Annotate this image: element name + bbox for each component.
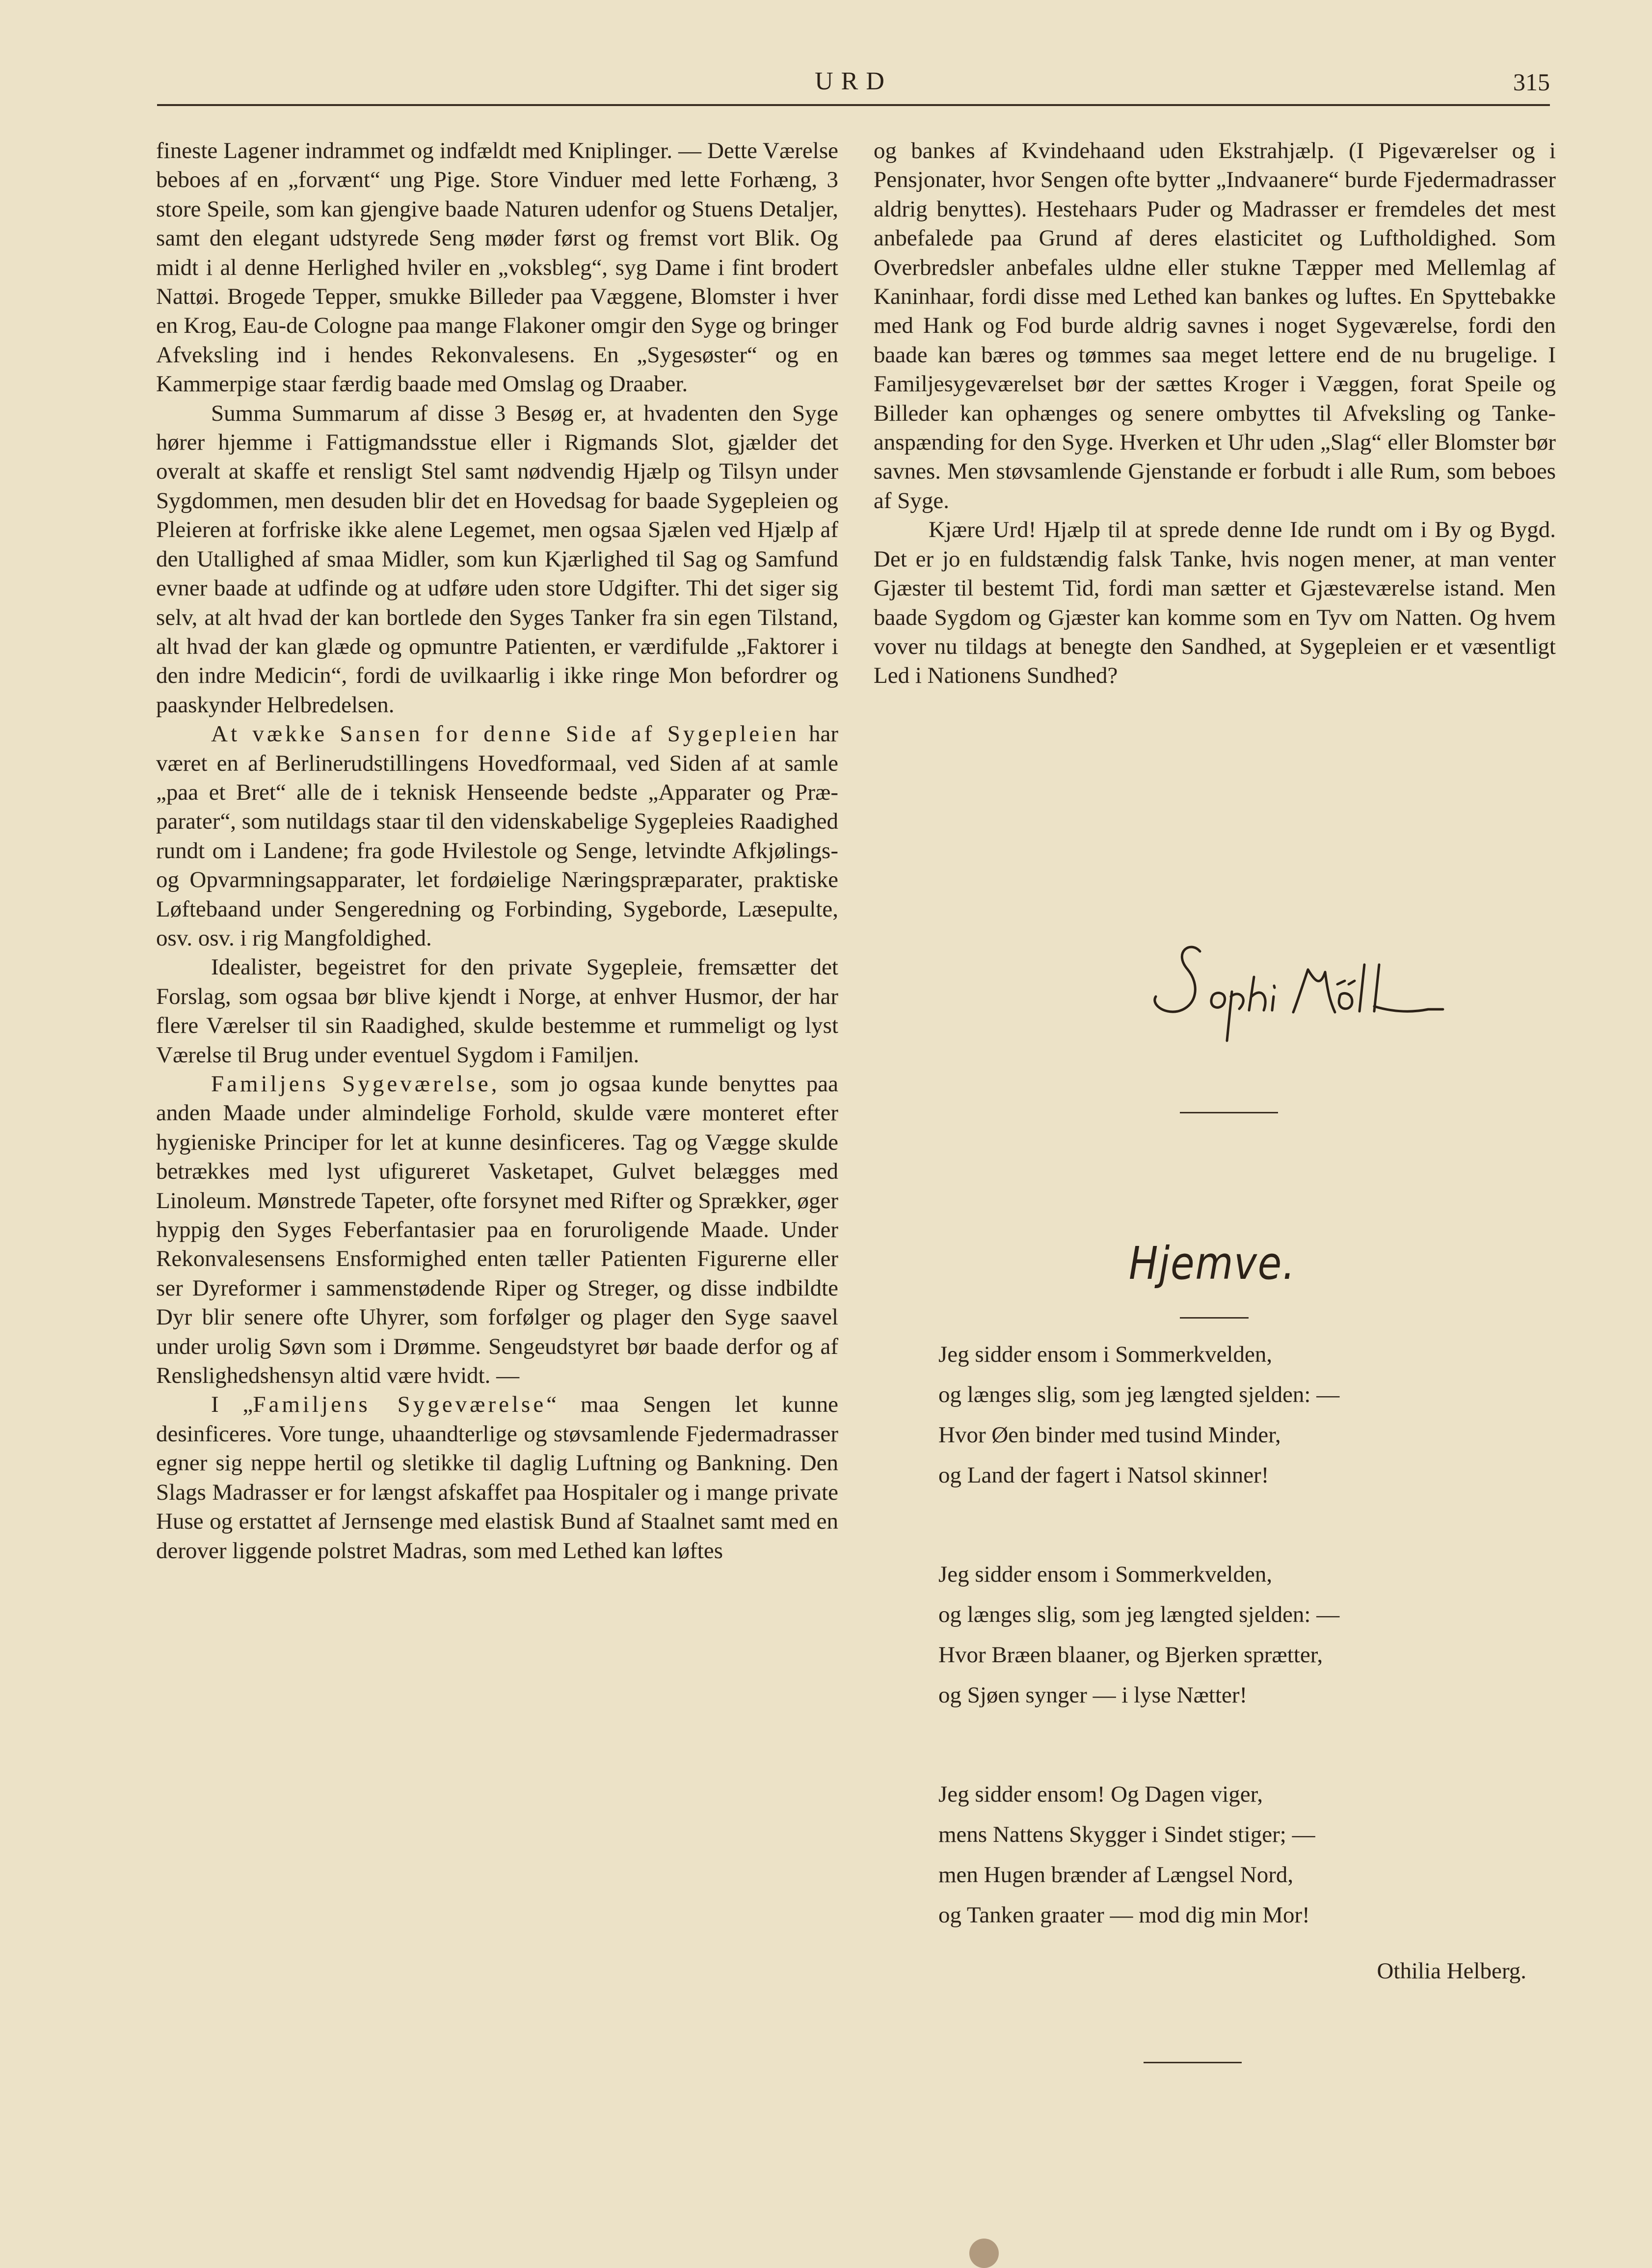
poem-line: Jeg sidder ensom! Og Dagen viger, bbox=[938, 1782, 1263, 1807]
poem-title: Hjemve. bbox=[1129, 1237, 1296, 1290]
paragraph: fineste Lagener indrammet og indfældt med Kniplinger. — Dette Værelse beboes af en „forvænt“ ung Pige. Store Vinduer med lette Forhæng, 3 store Speile, som kan gjengive baade Naturen udenfor og Stuens Detaljer, samt den elegant udstyrede Seng møder først og fremst vort Blik. Og midt i al denne Herlighed hviler en „voksbleg“, syg Dame i fint brodert Nattøi. Brogede Tepper, smukke Billeder paa Væggene, Blomster i hver en Krog, Eau-de Cologne paa mange Flakoner omgir den Syge og bringer Afveksling ind i hendes Rekonvalesens. En „Sygesøster“ og en Kammerpige staar færdig baade med Omslag og Draaber. bbox=[156, 138, 838, 397]
poem-line: og længes slig, som jeg længted sjelden: — bbox=[938, 1382, 1340, 1407]
paragraph: Summa Summarum af disse 3 Besøg er, at hvadenten den Syge hører hjemme i Fattigmandsstue eller i Rigmands Slot, gjælder det overalt at skaffe et rensligt Stel samt nødvendig Hjælp og Tilsyn under Sygdommen, men desuden blir det en Hovedsag for baade Sygepleien og Pleieren at forfriske ikke alene Legemet, men ogsaa Sjælen ved Hjælp af den Utallighed af smaa Midler, som kun Kjærlighed til Sag og Samfund evner baade at udfinde og at udføre uden store Udgifter. Thi det siger sig selv, at alt hvad der kan bortlede den Syges Tanker fra sin egen Tilstand, alt hvad der kan glæde og opmuntre Patienten, er værdifulde „Faktorer i den indre Medicin“, fordi de uvilkaarlig i ikke ringe Mon befordrer og paaskynder Helbredelsen. bbox=[156, 400, 838, 718]
poem-line: og Sjøen synger — i lyse Nætter! bbox=[938, 1682, 1248, 1708]
magazine-title: URD bbox=[815, 67, 892, 95]
poem-stanza bbox=[938, 1774, 1527, 1935]
emphasis-spaced: Familjens Sygeværelse bbox=[253, 1392, 547, 1418]
title-underline bbox=[1180, 1317, 1249, 1319]
emphasis-spaced: At vække Sansen for denne Side af Sygepleien bbox=[211, 721, 799, 747]
paragraph bbox=[156, 1070, 838, 1390]
poem bbox=[938, 1334, 1527, 1994]
running-header bbox=[157, 63, 1550, 106]
poem-line: mens Nattens Skygger i Sindet stiger; — bbox=[938, 1822, 1315, 1847]
handwritten-signature bbox=[1144, 923, 1536, 1070]
poem-line: og længes slig, som jeg længted sjelden: — bbox=[938, 1602, 1340, 1627]
paragraph: Idealister, begeistret for den private Sygepleie, fremsætter det Forslag, som ogsaa bør blive kjendt i Norge, at enhver Husmor, der har flere Værelser til sin Raadighed, skulde bestemme et rummeligt og lyst Værelse til Brug under eventuel Sygdom i Familjen. bbox=[156, 954, 838, 1068]
poem-stanza bbox=[938, 1554, 1527, 1715]
section-divider bbox=[1144, 2062, 1242, 2063]
paragraph-text: “ maa Sengen let kunne desinficeres. Vore tunge, uhaandterlige og støvsamlende Fjedermadrasser egner sig neppe hertil og sletikke til daglig Luftning og Bankning. Den Slags Madrasser er for længst afskaffet paa Hospitaler og i mange private Huse og erstattet af Jernsenge med elastisk Bund af Staalnet samt med en derover liggende polstret Madras, som med Lethed kan løftes bbox=[156, 1392, 838, 1564]
poem-line: Hvor Bræen blaaner, og Bjerken sprætter, bbox=[938, 1642, 1323, 1668]
paper-stain bbox=[969, 2239, 999, 2268]
poem-line: men Hugen brænder af Længsel Nord, bbox=[938, 1862, 1294, 1888]
right-column bbox=[874, 136, 1556, 691]
poem-line: Jeg sidder ensom i Sommerkvelden, bbox=[938, 1562, 1273, 1587]
poem-line: Hvor Øen binder med tusind Minder, bbox=[938, 1422, 1281, 1448]
paragraph-text: I „ bbox=[211, 1392, 253, 1418]
poem-line: Jeg sidder ensom i Sommerkvelden, bbox=[938, 1342, 1273, 1367]
poem-line: og Land der fagert i Natsol skinner! bbox=[938, 1462, 1269, 1488]
poem-author: Othilia Helberg. bbox=[1377, 1958, 1526, 1984]
paragraph bbox=[156, 720, 838, 953]
paragraph-text: som jo ogsaa kunde benyttes paa anden Maade under almindelige Forhold, skulde være monteret efter hygieniske Principer for let at kunne desinficeres. Tag og Vægge skulde betrækkes med lyst ufigureret Vasketapet, Gulvet belægges med Linoleum. Mønstrede Tapeter, ofte forsynet med Rifter og Sprækker, øger hyppig den Syges Feberfantasier paa en foruroligende Maade. Under Rekonvalesensens Ensformighed enten tæller Patienten Figurerne eller ser Dyreformer i sammenstødende Riper og Streger, og disse indbildte Dyr blir senere ofte Uhyrer, som forfølger og plager den Syge saavel under urolig Søvn som i Drømme. Sengeudstyret bør baade derfor og af Renslighedshensyn altid være hvidt. — bbox=[156, 1071, 838, 1389]
paragraph bbox=[156, 1390, 838, 1565]
emphasis-spaced: Familjens Sygeværelse, bbox=[211, 1071, 500, 1097]
paragraph-text: har været en af Berlinerudstillingens Hovedformaal, ved Siden af at samle „paa et Bret“ alle de i teknisk Henseende bedste „Apparater og Præparater“, som nutildags staar til den videnskabelige Sygepleies Raadighed rundt om i Landene; fra gode Hvilestole og Senge, letvindte Afkjølings- og Opvarmningsapparater, let fordøielige Næringspræparater, praktiske Løftebaand under Sengeredning og Forbinding, Sygeborde, Læsepulte, osv. osv. i rig Mangfoldighed. bbox=[156, 721, 839, 951]
page-number: 315 bbox=[1513, 68, 1550, 96]
paragraph: Kjære Urd! Hjælp til at sprede denne Ide rundt om i By og Bygd. Det er jo en fuldstændig falsk Tanke, hvis nogen mener, at man venter Gjæster til bestemt Tid, fordi man sætter et Gjæsteværelse istand. Men baade Sygdom og Gjæster kan komme som en Tyv om Natten. Og hvem vover nu tildags at benegte den Sandhed, at Sygepleien er et væsentligt Led i Nationens Sundhed? bbox=[874, 517, 1556, 689]
section-divider bbox=[1180, 1112, 1278, 1113]
left-column bbox=[156, 136, 838, 1566]
paragraph: og bankes af Kvindehaand uden Ekstrahjælp. (I Pigeværelser og i Pensjonater, hvor Sengen ofte bytter „Indvaanere“ burde Fjedermadrasser aldrig benyttes). Hestehaars Puder og Madrasser er fremdeles det mest anbefalede paa Grund af deres elasticitet og Luftholdighed. Som Overbredsler anbefales uldne eller stukne Tæpper med Mellemlag af Kaninhaar, fordi disse med Lethed kan bankes og luftes. En Spyttebakke med Hank og Fod burde aldrig savnes i noget Sygeværelse, fordi den baade kan bæres og tømmes saa meget lettere end de nu brugelige. I Familjesygeværelset bør der sættes Kroger i Væggen, forat Speile og Billeder kan ophænges og senere ombyttes til Afveksling og Tankeanspænding for den Syge. Hverken et Uhr uden „Slag“ eller Blomster bør savnes. Men støvsamlende Gjenstande er forbudt i alle Rum, som beboes af Syge. bbox=[874, 138, 1556, 513]
poem-stanza bbox=[938, 1334, 1527, 1495]
poem-line: og Tanken graater — mod dig min Mor! bbox=[938, 1902, 1310, 1928]
